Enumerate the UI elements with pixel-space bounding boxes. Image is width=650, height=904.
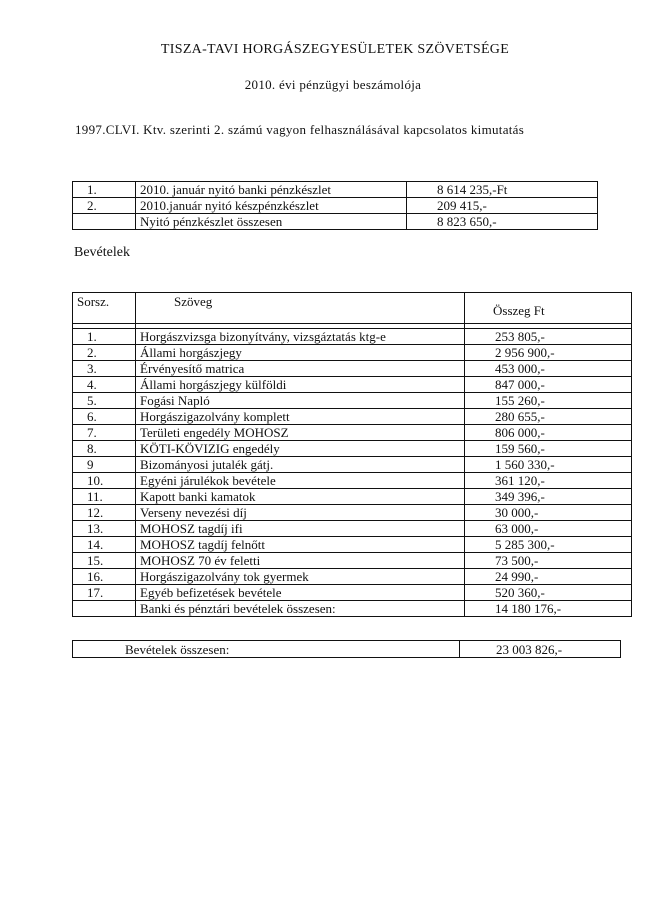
row-amount: 253 805,- (465, 329, 632, 345)
report-title: 2010. évi pénzügyi beszámolója (244, 77, 422, 92)
row-number: 2. (73, 345, 136, 361)
row-number: 15. (73, 553, 136, 569)
row-amount: 520 360,- (465, 585, 632, 601)
report-subtitle: 1997.CLVI. Ktv. szerinti 2. számú vagyon felhasználásával kapcsolatos kimutatás (75, 122, 525, 137)
row-amount: 847 000,- (465, 377, 632, 393)
income-section-label: Bevételek (74, 245, 130, 260)
row-text: Bizományosi jutalék gátj. (136, 457, 465, 473)
row-amount: 1 560 330,- (465, 457, 632, 473)
row-number (73, 601, 136, 617)
income-row (73, 425, 632, 441)
header-no: Sorsz. (73, 293, 136, 324)
income-row (73, 569, 632, 585)
row-text: Horgászigazolvány tok gyermek (136, 569, 465, 585)
income-row (73, 521, 632, 537)
row-number: 9 (73, 457, 136, 473)
row-text: Érvényesítő matrica (136, 361, 465, 377)
row-number: 3. (73, 361, 136, 377)
row-text: Verseny nevezési díj (136, 505, 465, 521)
row-text: Területi engedély MOHOSZ (136, 425, 465, 441)
row-number: 8. (73, 441, 136, 457)
row-number: 14. (73, 537, 136, 553)
income-row (73, 537, 632, 553)
income-total-label: Bevételek összesen: (73, 641, 460, 658)
row-number: 1. (73, 329, 136, 345)
header-amount: Összeg Ft (465, 293, 632, 324)
row-text: Nyitó pénzkészlet összesen (136, 214, 407, 230)
row-text: Banki és pénztári bevételek összesen: (136, 601, 465, 617)
income-row (73, 601, 632, 617)
row-text: Fogási Napló (136, 393, 465, 409)
row-text: Kapott banki kamatok (136, 489, 465, 505)
income-row (73, 473, 632, 489)
row-amount: 155 260,- (465, 393, 632, 409)
income-row (73, 441, 632, 457)
row-text: MOHOSZ tagdíj ifi (136, 521, 465, 537)
row-amount: 30 000,- (465, 505, 632, 521)
income-row (73, 489, 632, 505)
opening-row (73, 214, 598, 230)
row-number: 2. (73, 198, 136, 214)
row-amount: 209 415,- (407, 198, 598, 214)
row-amount: 159 560,- (465, 441, 632, 457)
row-text: MOHOSZ 70 év feletti (136, 553, 465, 569)
row-text: MOHOSZ tagdíj felnőtt (136, 537, 465, 553)
row-number: 1. (73, 182, 136, 198)
income-total-row (73, 641, 621, 658)
row-amount: 2 956 900,- (465, 345, 632, 361)
row-text: Egyéb befizetések bevétele (136, 585, 465, 601)
row-number: 16. (73, 569, 136, 585)
row-text: Horgászigazolvány komplett (136, 409, 465, 425)
row-amount: 14 180 176,- (465, 601, 632, 617)
opening-row (73, 198, 598, 214)
row-amount: 5 285 300,- (465, 537, 632, 553)
income-row (73, 361, 632, 377)
income-row (73, 457, 632, 473)
income-row (73, 409, 632, 425)
income-row (73, 345, 632, 361)
row-text: Egyéni járulékok bevétele (136, 473, 465, 489)
income-header-row (73, 293, 632, 324)
row-number: 13. (73, 521, 136, 537)
income-row (73, 585, 632, 601)
income-total-amount: 23 003 826,- (460, 641, 621, 658)
row-amount: 24 990,- (465, 569, 632, 585)
row-text: Horgászvizsga bizonyítvány, vizsgáztatás ktg-e (136, 329, 465, 345)
organization-title: TISZA-TAVI HORGÁSZEGYESÜLETEK SZÖVETSÉGE (160, 42, 510, 57)
row-text: 2010.január nyitó készpénzkészlet (136, 198, 407, 214)
row-amount: 73 500,- (465, 553, 632, 569)
row-amount: 280 655,- (465, 409, 632, 425)
row-amount: 8 823 650,- (407, 214, 598, 230)
row-number: 6. (73, 409, 136, 425)
row-amount: 453 000,- (465, 361, 632, 377)
row-number: 12. (73, 505, 136, 521)
header-text: Szöveg (136, 293, 465, 324)
row-text: Állami horgászjegy (136, 345, 465, 361)
income-table (72, 292, 632, 617)
row-number: 5. (73, 393, 136, 409)
row-number: 7. (73, 425, 136, 441)
income-row (73, 393, 632, 409)
row-amount: 63 000,- (465, 521, 632, 537)
row-text: KÖTI-KÖVIZIG engedély (136, 441, 465, 457)
income-row (73, 329, 632, 345)
row-number: 4. (73, 377, 136, 393)
row-number (73, 214, 136, 230)
row-number: 10. (73, 473, 136, 489)
opening-balance-table (72, 181, 598, 230)
row-amount: 806 000,- (465, 425, 632, 441)
income-row (73, 505, 632, 521)
row-amount: 361 120,- (465, 473, 632, 489)
row-number: 17. (73, 585, 136, 601)
opening-row (73, 182, 598, 198)
row-number: 11. (73, 489, 136, 505)
income-row (73, 377, 632, 393)
income-row (73, 553, 632, 569)
row-text: 2010. január nyitó banki pénzkészlet (136, 182, 407, 198)
income-total-table (72, 640, 621, 658)
row-amount: 8 614 235,-Ft (407, 182, 598, 198)
row-text: Állami horgászjegy külföldi (136, 377, 465, 393)
row-amount: 349 396,- (465, 489, 632, 505)
